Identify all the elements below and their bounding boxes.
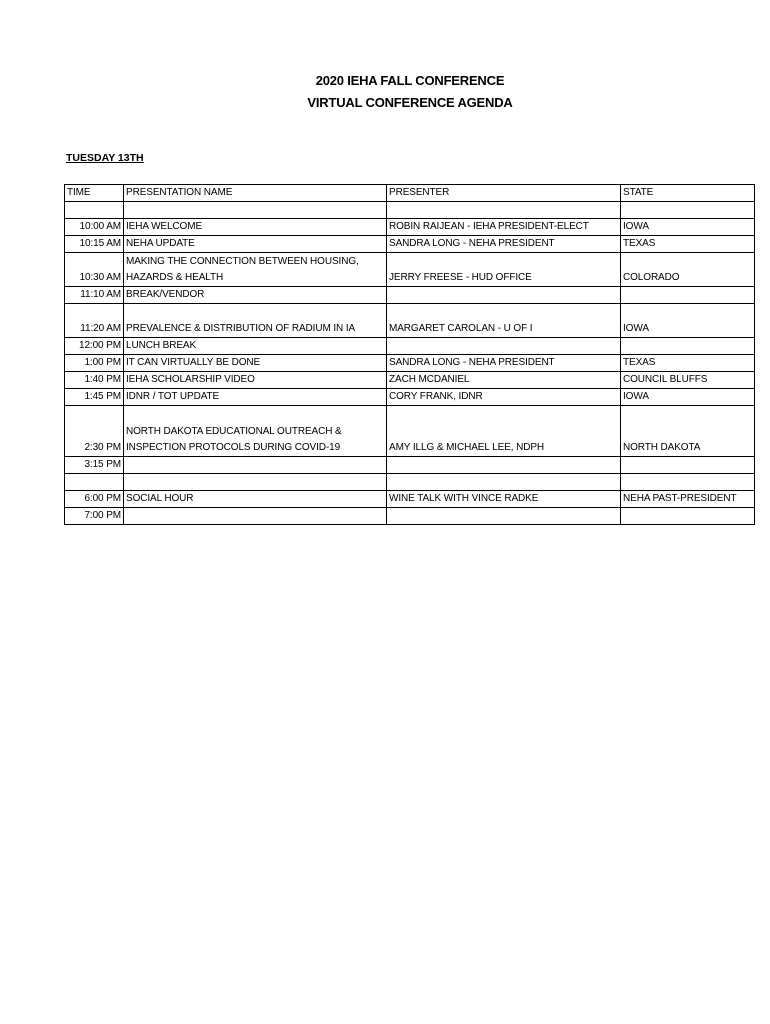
section-heading: TUESDAY 13TH bbox=[66, 152, 144, 164]
table-row bbox=[65, 304, 755, 338]
presenter-cell bbox=[387, 202, 621, 219]
state-cell: NEHA PAST-PRESIDENT bbox=[621, 491, 755, 508]
presentation-cell: IT CAN VIRTUALLY BE DONE bbox=[124, 355, 387, 372]
table-row bbox=[65, 474, 755, 491]
presentation-cell: BREAK/VENDOR bbox=[124, 287, 387, 304]
table-row bbox=[65, 236, 755, 253]
table-row bbox=[65, 389, 755, 406]
header-presentation-name: PRESENTATION NAME bbox=[124, 185, 387, 202]
time-cell: 1:45 PM bbox=[65, 389, 124, 406]
presentation-cell: MAKING THE CONNECTION BETWEEN HOUSING, HAZARDS & HEALTH bbox=[124, 253, 387, 287]
document-title: 2020 IEHA FALL CONFERENCE bbox=[315, 73, 505, 88]
presentation-cell: IDNR / TOT UPDATE bbox=[124, 389, 387, 406]
time-cell: 3:15 PM bbox=[65, 457, 124, 474]
time-cell: 7:00 PM bbox=[65, 508, 124, 525]
state-cell: COUNCIL BLUFFS bbox=[621, 372, 755, 389]
presentation-cell bbox=[124, 457, 387, 474]
table-row bbox=[65, 372, 755, 389]
presentation-cell bbox=[124, 202, 387, 219]
presentation-cell: LUNCH BREAK bbox=[124, 338, 387, 355]
time-cell: 10:00 AM bbox=[65, 219, 124, 236]
time-cell bbox=[65, 202, 124, 219]
table-header-row bbox=[65, 185, 755, 202]
table-row bbox=[65, 457, 755, 474]
document-subtitle: VIRTUAL CONFERENCE AGENDA bbox=[307, 95, 513, 110]
time-cell: 2:30 PM bbox=[65, 406, 124, 457]
table-row bbox=[65, 202, 755, 219]
table-row bbox=[65, 219, 755, 236]
presenter-cell: ZACH MCDANIEL bbox=[387, 372, 621, 389]
time-cell: 10:30 AM bbox=[65, 253, 124, 287]
state-cell: IOWA bbox=[621, 304, 755, 338]
state-cell: COLORADO bbox=[621, 253, 755, 287]
presenter-cell: CORY FRANK, IDNR bbox=[387, 389, 621, 406]
presentation-cell: PREVALENCE & DISTRIBUTION OF RADIUM IN IA bbox=[124, 304, 387, 338]
state-cell: NORTH DAKOTA bbox=[621, 406, 755, 457]
presenter-cell: AMY ILLG & MICHAEL LEE, NDPH bbox=[387, 406, 621, 457]
agenda-table bbox=[64, 184, 755, 525]
table-row bbox=[65, 491, 755, 508]
presentation-cell: NORTH DAKOTA EDUCATIONAL OUTREACH & INSPECTION PROTOCOLS DURING COVID-19 bbox=[124, 406, 387, 457]
presenter-cell: ROBIN RAIJEAN - IEHA PRESIDENT-ELECT bbox=[387, 219, 621, 236]
presentation-cell bbox=[124, 508, 387, 525]
time-cell bbox=[65, 474, 124, 491]
presentation-cell bbox=[124, 474, 387, 491]
time-cell: 12:00 PM bbox=[65, 338, 124, 355]
table-row bbox=[65, 253, 755, 287]
presenter-cell bbox=[387, 474, 621, 491]
state-cell: TEXAS bbox=[621, 236, 755, 253]
table-row bbox=[65, 287, 755, 304]
presenter-cell bbox=[387, 287, 621, 304]
presenter-cell: SANDRA LONG - NEHA PRESIDENT bbox=[387, 355, 621, 372]
presentation-cell: IEHA SCHOLARSHIP VIDEO bbox=[124, 372, 387, 389]
state-cell: IOWA bbox=[621, 389, 755, 406]
presenter-cell: MARGARET CAROLAN - U OF I bbox=[387, 304, 621, 338]
time-cell: 1:40 PM bbox=[65, 372, 124, 389]
time-cell: 6:00 PM bbox=[65, 491, 124, 508]
table-row bbox=[65, 338, 755, 355]
table-row bbox=[65, 406, 755, 457]
presenter-cell bbox=[387, 338, 621, 355]
header-time: TIME bbox=[65, 185, 124, 202]
state-cell bbox=[621, 508, 755, 525]
presentation-cell: NEHA UPDATE bbox=[124, 236, 387, 253]
state-cell: TEXAS bbox=[621, 355, 755, 372]
time-cell: 1:00 PM bbox=[65, 355, 124, 372]
presenter-cell: SANDRA LONG - NEHA PRESIDENT bbox=[387, 236, 621, 253]
time-cell: 10:15 AM bbox=[65, 236, 124, 253]
table-row bbox=[65, 508, 755, 525]
state-cell bbox=[621, 338, 755, 355]
state-cell bbox=[621, 474, 755, 491]
header-state: STATE bbox=[621, 185, 755, 202]
presenter-cell bbox=[387, 457, 621, 474]
state-cell bbox=[621, 287, 755, 304]
header-presenter: PRESENTER bbox=[387, 185, 621, 202]
state-cell: IOWA bbox=[621, 219, 755, 236]
time-cell: 11:20 AM bbox=[65, 304, 124, 338]
presenter-cell bbox=[387, 508, 621, 525]
presentation-cell: IEHA WELCOME bbox=[124, 219, 387, 236]
presenter-cell: WINE TALK WITH VINCE RADKE bbox=[387, 491, 621, 508]
state-cell bbox=[621, 202, 755, 219]
presenter-cell: JERRY FREESE - HUD OFFICE bbox=[387, 253, 621, 287]
state-cell bbox=[621, 457, 755, 474]
table-row bbox=[65, 355, 755, 372]
presentation-cell: SOCIAL HOUR bbox=[124, 491, 387, 508]
time-cell: 11:10 AM bbox=[65, 287, 124, 304]
